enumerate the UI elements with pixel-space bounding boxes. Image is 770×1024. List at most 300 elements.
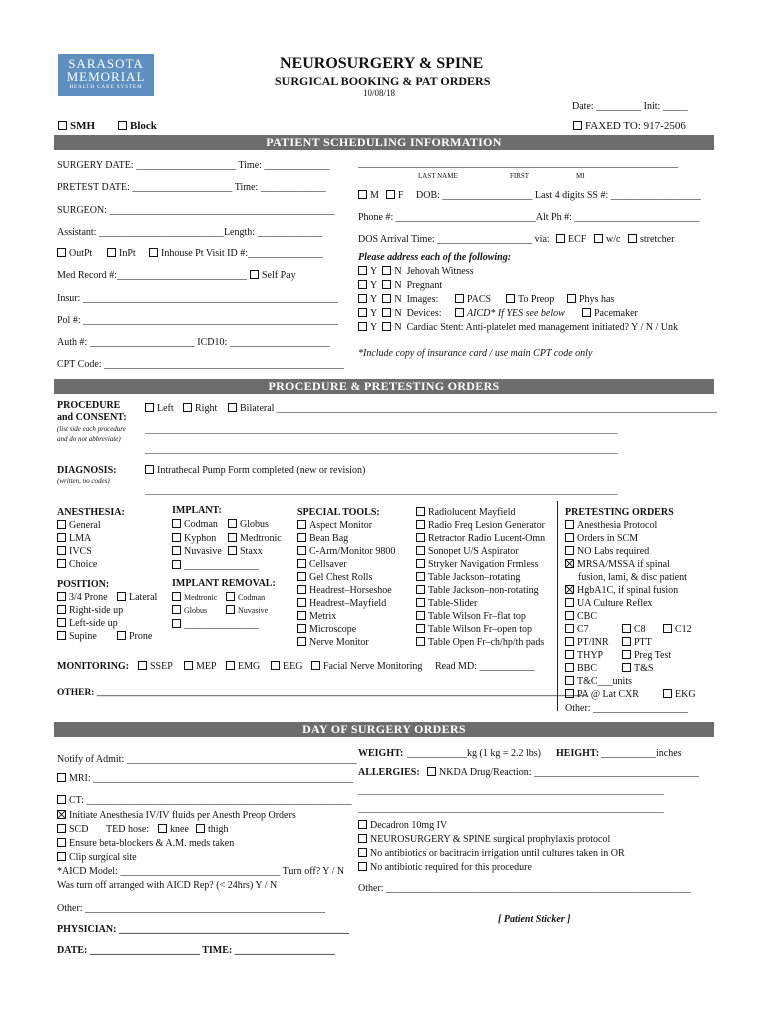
procedure-note2: and do not abbreviate) — [57, 435, 121, 443]
pre-orders-scm[interactable] — [565, 533, 638, 544]
lma-label: LMA — [69, 533, 92, 544]
tool-checkbox[interactable] — [416, 572, 425, 581]
pre-preg[interactable] — [622, 650, 671, 661]
tool-checkbox[interactable] — [297, 598, 306, 607]
pregnant-y-checkbox[interactable] — [358, 280, 367, 289]
eeg-checkbox[interactable] — [271, 661, 280, 670]
stretcher-option[interactable] — [628, 234, 674, 245]
removal-nuvasive[interactable] — [226, 605, 268, 615]
pre-checkbox[interactable] — [622, 650, 631, 659]
dob-ssn-field[interactable]: DOB: __________________ Last 4 digits SS #: __________________ — [416, 190, 701, 201]
implant-codman[interactable] — [172, 519, 218, 530]
cardiac-row — [358, 322, 678, 333]
implant-globus[interactable] — [228, 519, 269, 530]
right-option[interactable] — [183, 403, 217, 414]
beta-blockers-label: Ensure beta-blockers & A.M. meds taken — [69, 838, 235, 849]
pre-c8[interactable] — [622, 624, 646, 635]
phys-has-checkbox[interactable] — [567, 294, 576, 303]
patient-sticker-label: [ Patient Sticker ] — [498, 914, 571, 925]
monitoring-mep[interactable] — [184, 661, 217, 672]
position-left-side[interactable] — [57, 618, 118, 629]
initiate-iv-checkbox-checked[interactable] — [57, 810, 66, 819]
knee-option[interactable] — [158, 824, 189, 835]
ivcs-label: IVCS — [69, 546, 92, 557]
implant-other-checkbox[interactable] — [172, 560, 181, 569]
monitoring-eeg[interactable] — [271, 661, 302, 672]
tool-label: Gel Chest Rolls — [309, 572, 373, 583]
removal-codman-checkbox[interactable] — [226, 592, 235, 601]
pre-checkbox[interactable] — [565, 663, 574, 672]
tool-checkbox[interactable] — [416, 533, 425, 542]
tool-label: Table Wilson Fr–open top — [428, 624, 532, 635]
ct-option[interactable] — [57, 795, 352, 806]
tool-label: Retractor Radio Lucent-Omn — [428, 533, 546, 544]
pre-anesthesia-protocol[interactable] — [565, 520, 657, 531]
tool-table-jackson-rot[interactable] — [416, 572, 520, 583]
tool-radiolucent-mayfield[interactable] — [416, 507, 515, 518]
prone34-label: 3/4 Prone — [69, 592, 108, 603]
tool-checkbox[interactable] — [416, 507, 425, 516]
pre-checkbox[interactable] — [565, 676, 574, 685]
position-lateral[interactable] — [117, 592, 157, 603]
monitoring-emg[interactable] — [226, 661, 260, 672]
height-field[interactable]: ___________inches — [601, 748, 682, 759]
mi-caption: MI — [576, 172, 585, 180]
pre-cbc[interactable] — [565, 611, 597, 622]
staxx-checkbox[interactable] — [228, 546, 237, 555]
allergies-line-2[interactable]: ____________________________________________________________________ — [358, 804, 664, 814]
tool-checkbox[interactable] — [416, 637, 425, 646]
mep-label: MEP — [196, 661, 217, 672]
diagnosis-label: DIAGNOSIS: — [57, 465, 117, 476]
tool-checkbox[interactable] — [416, 559, 425, 568]
pretesting-divider — [557, 501, 558, 711]
hgba1c-checkbox-checked[interactable] — [565, 585, 574, 594]
other-orders-field[interactable]: OTHER: _______________________________________________________________________________________________________ — [57, 688, 587, 698]
pre-label: MRSA/MSSA if spinal — [577, 559, 670, 570]
thigh-label: thigh — [208, 824, 229, 835]
removal-globus[interactable] — [172, 605, 207, 615]
pre-thyp[interactable] — [565, 650, 603, 661]
please-address-heading: Please address each of the following: — [358, 252, 512, 263]
block-checkbox[interactable] — [118, 121, 127, 130]
pre-c12[interactable] — [663, 624, 692, 635]
pre-checkbox[interactable] — [565, 533, 574, 542]
cardiac-n-checkbox[interactable] — [382, 322, 391, 331]
position-34prone[interactable] — [57, 592, 108, 603]
facial-checkbox[interactable] — [311, 661, 320, 670]
scd-option[interactable] — [57, 824, 88, 835]
tool-checkbox[interactable] — [297, 533, 306, 542]
mep-checkbox[interactable] — [184, 661, 193, 670]
devices-label: Devices: — [406, 308, 442, 319]
tool-table-wilson-open[interactable] — [416, 624, 532, 635]
procedure-line-2[interactable]: _________________________________________________________________________________________________________ — [145, 425, 618, 435]
implant-other[interactable] — [172, 560, 259, 571]
tool-sonopet[interactable] — [416, 546, 519, 557]
tool-retractor[interactable] — [416, 533, 545, 544]
weight-label: WEIGHT: — [358, 748, 404, 759]
supine-checkbox[interactable] — [57, 631, 66, 640]
pre-ptt[interactable] — [622, 637, 652, 648]
emg-checkbox[interactable] — [226, 661, 235, 670]
tool-checkbox[interactable] — [297, 546, 306, 555]
general-label: General — [69, 520, 101, 531]
tool-radio-freq[interactable] — [416, 520, 545, 531]
tool-label: C-Arm/Monitor 9800 — [309, 546, 396, 557]
tool-stryker[interactable] — [416, 559, 539, 570]
self-pay-checkbox[interactable] — [250, 270, 259, 279]
tool-table-wilson-flat[interactable] — [416, 611, 526, 622]
tool-label: Table Jackson–rotating — [428, 572, 521, 583]
pre-checkbox[interactable] — [565, 611, 574, 620]
self-pay-option[interactable] — [250, 270, 296, 281]
pre-checkbox[interactable] — [622, 663, 631, 672]
removal-medtronic-checkbox[interactable] — [172, 592, 181, 601]
tool-label: Microscope — [309, 624, 357, 635]
tool-checkbox[interactable] — [297, 572, 306, 581]
pre-checkbox[interactable] — [622, 624, 631, 633]
inpt-checkbox[interactable] — [107, 248, 116, 257]
pre-no-labs[interactable] — [565, 546, 649, 557]
stretcher-checkbox[interactable] — [628, 234, 637, 243]
intrathecal-checkbox[interactable] — [145, 465, 154, 474]
lateral-checkbox[interactable] — [117, 592, 126, 601]
smh-option[interactable] — [58, 120, 95, 132]
beta-blockers-option[interactable] — [57, 838, 234, 849]
tool-checkbox[interactable] — [416, 624, 425, 633]
images-label: Images: — [406, 294, 439, 305]
nkda-option[interactable] — [427, 767, 699, 778]
female-label: F — [398, 190, 404, 201]
tool-microscope[interactable] — [297, 624, 356, 635]
y-label: Y — [370, 308, 377, 319]
tool-aspect-monitor[interactable] — [297, 520, 372, 531]
inhouse-checkbox[interactable] — [149, 248, 158, 257]
y-label: Y — [370, 294, 377, 305]
implant-kyphon[interactable] — [172, 533, 216, 544]
y-label: Y — [370, 266, 377, 277]
removal-medtronic[interactable] — [172, 592, 217, 602]
jehovah-n-checkbox[interactable] — [382, 266, 391, 275]
male-option[interactable] — [358, 190, 379, 201]
prophylaxis-checkbox[interactable] — [358, 834, 367, 843]
images-y-checkbox[interactable] — [358, 294, 367, 303]
anesthesia-general[interactable] — [57, 520, 101, 531]
intrathecal-label: Intrathecal Pump Form completed (new or revision) — [157, 465, 366, 476]
tool-metrix[interactable] — [297, 611, 336, 622]
inhouse-option[interactable] — [149, 248, 323, 259]
date-init-field[interactable]: Date: _________ Init: _____ — [572, 101, 688, 112]
decadron-checkbox[interactable] — [358, 820, 367, 829]
tool-table-open-fr[interactable] — [416, 637, 544, 648]
anesthesia-title: ANESTHESIA: — [57, 507, 125, 518]
tool-checkbox[interactable] — [297, 611, 306, 620]
beta-blockers-checkbox[interactable] — [57, 838, 66, 847]
pre-c7[interactable] — [565, 624, 589, 635]
tool-bean-bag[interactable] — [297, 533, 348, 544]
height-label: HEIGHT: — [556, 748, 600, 759]
pre-ptinr[interactable] — [565, 637, 609, 648]
faxed-to-option[interactable] — [573, 120, 686, 132]
pre-label: HgbA1C, if spinal fusion — [577, 585, 679, 596]
lma-checkbox[interactable] — [57, 533, 66, 542]
tool-headrest-horseshoe[interactable] — [297, 585, 392, 596]
mri-label: MRI: ____________________________________________________ — [69, 773, 354, 784]
tool-label: Cellsaver — [309, 559, 347, 570]
position-right-side[interactable] — [57, 605, 123, 616]
ecf-option[interactable] — [556, 234, 586, 245]
mri-checkbox[interactable] — [57, 773, 66, 782]
removal-other[interactable] — [172, 619, 259, 630]
assistant-field[interactable]: Assistant: _________________________Length: _____________ — [57, 227, 323, 238]
section-procedure-pretesting: PROCEDURE & PRETESTING ORDERS — [54, 379, 714, 394]
mrsa-checkbox-checked[interactable] — [565, 559, 574, 568]
procedure-line-3[interactable]: _________________________________________________________________________________________________________ — [145, 445, 618, 455]
patient-name-line[interactable]: ________________________________________________________________ — [358, 158, 678, 169]
tool-checkbox[interactable] — [297, 585, 306, 594]
globus-checkbox[interactable] — [228, 519, 237, 528]
no-antibiotics-option[interactable] — [358, 848, 625, 859]
pacemaker-checkbox[interactable] — [582, 308, 591, 317]
inpt-option[interactable] — [107, 248, 136, 259]
consent-label: and CONSENT: — [57, 412, 127, 423]
implant-staxx[interactable] — [228, 546, 263, 557]
female-checkbox[interactable] — [386, 190, 395, 199]
pre-checkbox[interactable] — [565, 637, 574, 646]
general-checkbox[interactable] — [57, 520, 66, 529]
pre-label: Anesthesia Protocol — [577, 520, 658, 531]
surgery-date-field[interactable]: SURGERY DATE: ____________________ Time: _____________ — [57, 160, 330, 171]
removal-other-checkbox[interactable] — [172, 619, 181, 628]
monitoring-facial[interactable] — [311, 661, 422, 672]
bilateral-checkbox[interactable] — [228, 403, 237, 412]
pre-checkbox[interactable] — [663, 624, 672, 633]
surgeon-field[interactable]: SURGEON: _____________________________________________ — [57, 205, 335, 216]
outpt-option[interactable] — [57, 248, 92, 259]
jehovah-y-checkbox[interactable] — [358, 266, 367, 275]
pre-ua[interactable] — [565, 598, 653, 609]
prone34-checkbox[interactable] — [57, 592, 66, 601]
pre-checkbox[interactable] — [565, 650, 574, 659]
outpt-checkbox[interactable] — [57, 248, 66, 257]
pre-hgba1c[interactable] — [565, 585, 678, 596]
clip-site-option[interactable] — [57, 852, 137, 863]
med-record-field[interactable]: Med Record #:__________________________ — [57, 270, 247, 281]
pre-bbc[interactable] — [565, 663, 597, 674]
ecf-label: ECF — [568, 234, 587, 245]
tool-checkbox[interactable] — [297, 520, 306, 529]
pre-label: THYP — [577, 650, 604, 661]
removal-globus-checkbox[interactable] — [172, 605, 181, 614]
cardiac-y-checkbox[interactable] — [358, 322, 367, 331]
diagnosis-note: (written, no codes) — [57, 477, 110, 485]
scd-checkbox[interactable] — [57, 824, 66, 833]
pre-label: T&C___units — [577, 676, 633, 687]
right-side-checkbox[interactable] — [57, 605, 66, 614]
ted-hose-label: TED hose: — [106, 824, 150, 835]
left-option[interactable] — [145, 403, 174, 414]
implant-medtronic[interactable] — [228, 533, 282, 544]
tool-headrest-mayfield[interactable] — [297, 598, 386, 609]
ecf-checkbox[interactable] — [556, 234, 565, 243]
tool-checkbox[interactable] — [416, 520, 425, 529]
date-time-field[interactable]: DATE: ______________________ TIME: ____________________ — [57, 945, 335, 956]
pre-label: PT/INR — [577, 637, 609, 648]
auth-icd10-field[interactable]: Auth #: _____________________ ICD10: ____________________ — [57, 337, 330, 348]
pre-checkbox[interactable] — [565, 546, 574, 555]
to-preop-checkbox[interactable] — [506, 294, 515, 303]
monitoring-ssep[interactable] — [138, 661, 173, 672]
dos-arrival-field[interactable]: DOS Arrival Time: ___________________ via: — [358, 234, 550, 245]
pre-checkbox[interactable] — [663, 689, 672, 698]
anesthesia-lma[interactable] — [57, 533, 91, 544]
notify-admit-field[interactable]: Notify of Admit: ______________________________________________ — [57, 754, 357, 765]
implant-nuvasive[interactable] — [172, 546, 222, 557]
medtronic-checkbox[interactable] — [228, 533, 237, 542]
tool-checkbox[interactable] — [416, 585, 425, 594]
clip-site-checkbox[interactable] — [57, 852, 66, 861]
nuvasive-checkbox[interactable] — [172, 546, 181, 555]
wc-checkbox[interactable] — [594, 234, 603, 243]
aicd-model-field[interactable]: *AICD Model: ________________________________ Turn off? Y / N — [57, 866, 345, 877]
other-day-field[interactable]: Other: ________________________________________________ — [57, 903, 326, 914]
read-md-field[interactable]: Read MD: ___________ — [435, 661, 535, 672]
tool-table-slider[interactable] — [416, 598, 477, 609]
ssep-checkbox[interactable] — [138, 661, 147, 670]
anesthesia-ivcs[interactable] — [57, 546, 92, 557]
initiate-iv-option[interactable] — [57, 810, 296, 821]
pacs-checkbox[interactable] — [455, 294, 464, 303]
tool-checkbox[interactable] — [416, 611, 425, 620]
smh-checkbox[interactable] — [58, 121, 67, 130]
other-right-field[interactable]: Other: _____________________________________________________________ — [358, 883, 692, 894]
form-title: NEUROSURGERY & SPINE — [280, 55, 484, 72]
tool-checkbox[interactable] — [297, 624, 306, 633]
devices-n-checkbox[interactable] — [382, 308, 391, 317]
right-label: Right — [195, 403, 218, 414]
cardiac-label: Cardiac Stent: Anti-platelet med management initiated? Y / N / Unk — [406, 322, 678, 333]
right-checkbox[interactable] — [183, 403, 192, 412]
pacemaker-option[interactable] — [582, 308, 638, 319]
mri-option[interactable] — [57, 773, 353, 784]
pacs-option[interactable] — [455, 294, 491, 305]
aicd-option[interactable] — [455, 308, 565, 319]
knee-checkbox[interactable] — [158, 824, 167, 833]
pre-checkbox[interactable] — [565, 520, 574, 529]
faxed-checkbox[interactable] — [573, 121, 582, 130]
initiate-iv-label: Initiate Anesthesia IV/IV fluids per Anesth Preop Orders — [69, 810, 296, 821]
pre-ekg[interactable] — [663, 689, 696, 700]
tool-cellsaver[interactable] — [297, 559, 347, 570]
removal-nuvasive-checkbox[interactable] — [226, 605, 235, 614]
pre-checkbox[interactable] — [622, 637, 631, 646]
left-checkbox[interactable] — [145, 403, 154, 412]
wc-option[interactable] — [594, 234, 620, 245]
removal-codman[interactable] — [226, 592, 265, 602]
nkda-checkbox[interactable] — [427, 767, 436, 776]
thigh-checkbox[interactable] — [196, 824, 205, 833]
phone-field[interactable]: Phone #: ____________________________Alt Ph #: _________________________ — [358, 212, 700, 223]
tool-checkbox[interactable] — [297, 559, 306, 568]
tool-checkbox[interactable] — [297, 637, 306, 646]
left-side-checkbox[interactable] — [57, 618, 66, 627]
no-antibiotic-required-checkbox[interactable] — [358, 862, 367, 871]
pre-label: NO Labs required — [577, 546, 650, 557]
choice-checkbox[interactable] — [57, 559, 66, 568]
eeg-label: EEG — [283, 661, 303, 672]
cpt-code-field[interactable]: CPT Code: ________________________________________________ — [57, 359, 345, 370]
position-prone[interactable] — [117, 631, 152, 642]
phys-has-option[interactable] — [567, 294, 614, 305]
allergies-line-1[interactable]: ____________________________________________________________________ — [358, 786, 664, 796]
emg-label: EMG — [238, 661, 261, 672]
jehovah-row — [358, 266, 474, 277]
physician-field[interactable]: PHYSICIAN: ______________________________________________ — [57, 924, 349, 935]
tool-checkbox[interactable] — [416, 598, 425, 607]
pre-other[interactable]: Other: ___________________ — [565, 703, 689, 714]
female-option[interactable] — [386, 190, 404, 201]
weight-field[interactable]: ____________kg (1 kg = 2.2 lbs) — [407, 748, 541, 759]
male-label: M — [370, 190, 379, 201]
special-tools-title: SPECIAL TOOLS: — [297, 507, 380, 518]
pre-mrsa[interactable] — [565, 559, 670, 570]
position-supine[interactable] — [57, 631, 97, 642]
insurance-field[interactable]: Insur: ___________________________________________________ — [57, 293, 338, 304]
to-preop-label: To Preop — [518, 294, 555, 305]
tool-label: Bean Bag — [309, 533, 349, 544]
pre-label: UA Culture Reflex — [577, 598, 653, 609]
codman-checkbox[interactable] — [172, 519, 181, 528]
tool-c-arm[interactable] — [297, 546, 395, 557]
pre-label: EKG — [675, 689, 696, 700]
block-option[interactable] — [118, 120, 157, 132]
pre-tc[interactable] — [565, 676, 632, 687]
tool-checkbox[interactable] — [416, 546, 425, 555]
ivcs-checkbox[interactable] — [57, 546, 66, 555]
pre-label: C8 — [634, 624, 646, 635]
tool-label: Radiolucent Mayfield — [428, 507, 516, 518]
decadron-option[interactable] — [358, 820, 447, 831]
prophylaxis-option[interactable] — [358, 834, 610, 845]
kyphon-checkbox[interactable] — [172, 533, 181, 542]
prone-checkbox[interactable] — [117, 631, 126, 640]
ct-checkbox[interactable] — [57, 795, 66, 804]
pre-checkbox[interactable] — [565, 598, 574, 607]
intrathecal-option[interactable] — [145, 465, 365, 476]
no-antibiotics-checkbox[interactable] — [358, 848, 367, 857]
thigh-option[interactable] — [196, 824, 229, 835]
policy-field[interactable]: Pol #: ___________________________________________________ — [57, 315, 339, 326]
devices-y-checkbox[interactable] — [358, 308, 367, 317]
images-n-checkbox[interactable] — [382, 294, 391, 303]
pregnant-n-checkbox[interactable] — [382, 280, 391, 289]
aicd-turnoff-question[interactable]: Was turn off arranged with AICD Rep? (< 24hrs) Y / N — [57, 880, 278, 891]
tool-gel-chest-rolls[interactable] — [297, 572, 372, 583]
aicd-checkbox[interactable] — [455, 308, 464, 317]
tool-table-jackson-nonrot[interactable] — [416, 585, 539, 596]
to-preop-option[interactable] — [506, 294, 554, 305]
anesthesia-choice[interactable] — [57, 559, 97, 570]
pre-checkbox[interactable] — [565, 624, 574, 633]
diagnosis-line[interactable]: _________________________________________________________________________________________________________ — [145, 486, 618, 496]
bilateral-option[interactable] — [228, 403, 717, 414]
no-antibiotic-required-option[interactable] — [358, 862, 532, 873]
pre-ts[interactable] — [622, 663, 653, 674]
pretest-date-field[interactable]: PRETEST DATE: ____________________ Time: _____________ — [57, 182, 326, 193]
tool-nerve-monitor[interactable] — [297, 637, 369, 648]
male-checkbox[interactable] — [358, 190, 367, 199]
